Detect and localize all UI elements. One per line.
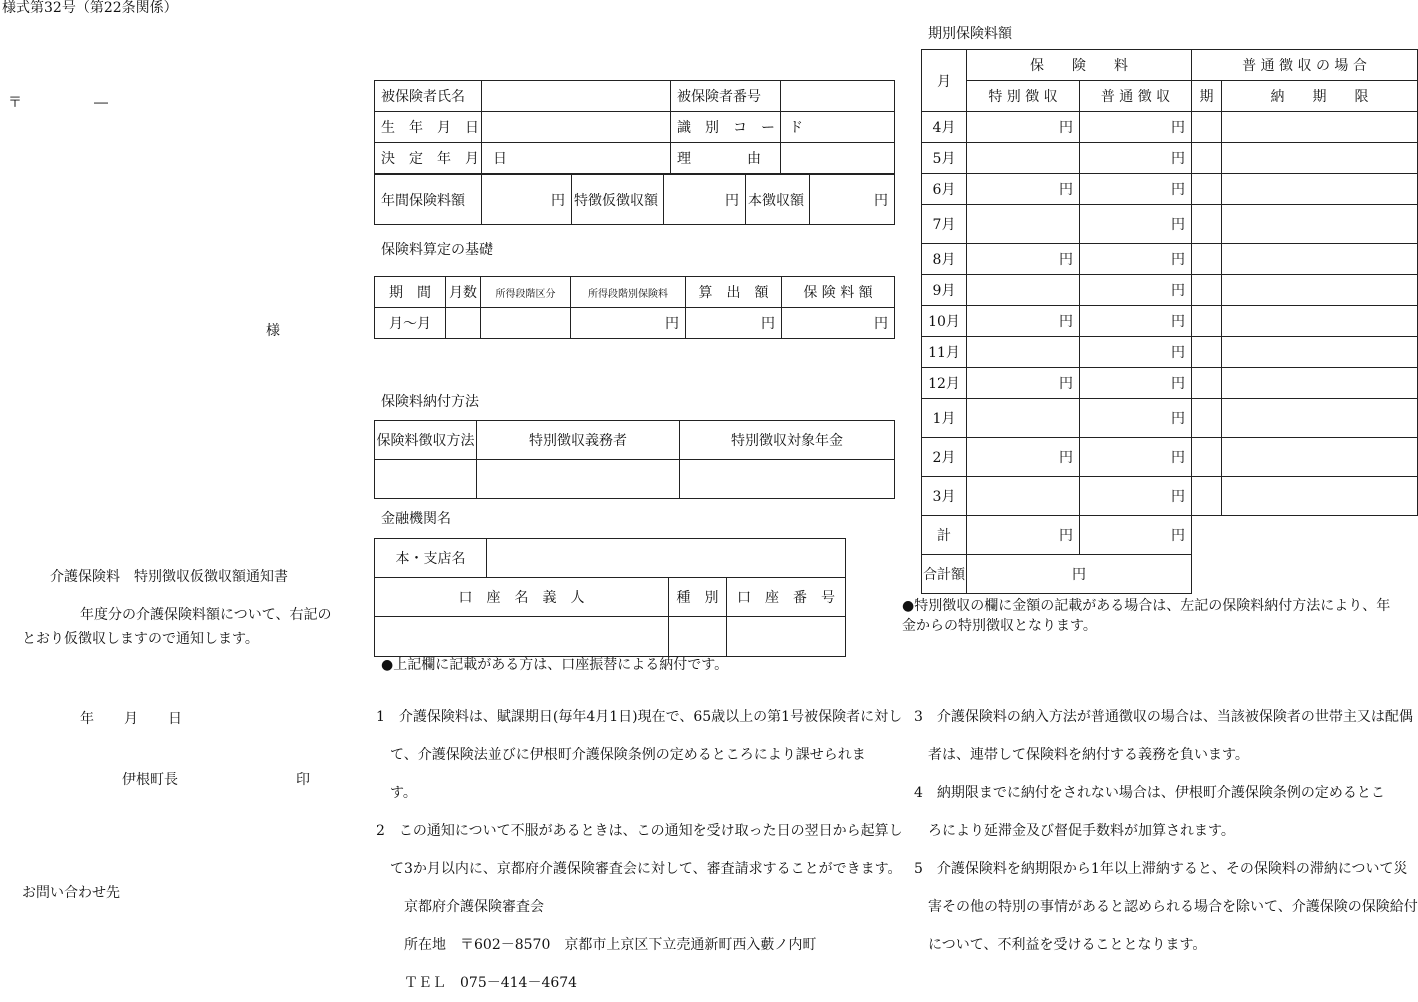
- deadline-field[interactable]: [1222, 368, 1418, 399]
- table-row: [922, 244, 1418, 275]
- table-row: [922, 368, 1418, 399]
- deadline-field[interactable]: [1222, 337, 1418, 368]
- note-line: 京都府介護保険審査会: [376, 899, 544, 915]
- term-field[interactable]: [1192, 477, 1222, 516]
- special-field[interactable]: [967, 205, 1080, 244]
- table-row: [922, 112, 1418, 143]
- term-field[interactable]: [1192, 438, 1222, 477]
- term-field[interactable]: [1192, 112, 1222, 143]
- notice-body-line1: 年度分の介護保険料額について、右記の: [80, 607, 332, 623]
- basis-header-income-class: 所得段階区分: [481, 277, 571, 308]
- special-field[interactable]: 円: [967, 368, 1080, 399]
- method-heading: 保険料納付方法: [381, 394, 479, 410]
- basis-header-income-premium: 所得段階別保険料: [571, 277, 686, 308]
- bank-account-label: 口 座 番 号: [727, 578, 846, 617]
- month-label: 5月: [922, 143, 967, 174]
- postal-mark: 〒: [8, 95, 22, 111]
- month-header: 月: [922, 50, 967, 112]
- deadline-field[interactable]: [1222, 174, 1418, 205]
- notes-right: [914, 698, 1418, 964]
- date-month: 月: [124, 711, 138, 727]
- total-row: [922, 516, 1418, 555]
- basis-header-premium: 保 険 料 額: [782, 277, 895, 308]
- ordinary-field[interactable]: 円: [1080, 306, 1192, 337]
- term-field[interactable]: [1192, 143, 1222, 174]
- birth-label: 生 年 月 日: [375, 112, 482, 143]
- notes-left: [376, 698, 903, 1002]
- term-field[interactable]: [1192, 205, 1222, 244]
- ordinary-field[interactable]: 円: [1080, 205, 1192, 244]
- ordinary-field[interactable]: 円: [1080, 368, 1192, 399]
- monthly-heading: 期別保険料額: [928, 26, 1012, 42]
- amounts-table: [374, 174, 895, 225]
- special-field[interactable]: 円: [967, 244, 1080, 275]
- method-header-obligor: 特別徴収義務者: [477, 421, 680, 460]
- note-line: ろにより延滞金及び督促手数料が加算されます。: [914, 823, 1235, 839]
- table-row: [922, 477, 1418, 516]
- basis-period-field[interactable]: 月～月: [375, 308, 446, 339]
- special-field[interactable]: 円: [967, 174, 1080, 205]
- basis-table: [374, 276, 895, 339]
- term-field[interactable]: [1192, 244, 1222, 275]
- note-line: て、介護保険法並びに伊根町介護保険条例の定めるところにより課せられま: [376, 747, 866, 763]
- month-label: 3月: [922, 477, 967, 516]
- term-field[interactable]: [1192, 174, 1222, 205]
- deadline-field[interactable]: [1222, 205, 1418, 244]
- number-field[interactable]: [781, 81, 895, 112]
- reason-field[interactable]: [781, 143, 895, 174]
- premium-header: 保 険 料: [967, 50, 1192, 81]
- ordinary-field[interactable]: 円: [1080, 399, 1192, 438]
- bank-branch-label: 本・支店名: [375, 539, 487, 578]
- table-row: [922, 399, 1418, 438]
- date-year: 年: [80, 711, 94, 727]
- term-field[interactable]: [1192, 368, 1222, 399]
- main-field[interactable]: 円: [810, 175, 895, 225]
- note-line: について、不利益を受けることとなります。: [914, 937, 1207, 953]
- ordinary-case-header: 普 通 徴 収 の 場 合: [1192, 50, 1418, 81]
- basis-heading: 保険料算定の基礎: [381, 242, 493, 258]
- decision-date-field[interactable]: [482, 143, 671, 174]
- grand-total-row: [922, 555, 1418, 594]
- basis-income-class-field[interactable]: [481, 308, 571, 339]
- number-label: 被保険者番号: [671, 81, 781, 112]
- special-field[interactable]: 円: [967, 112, 1080, 143]
- annual-label: 年間保険料額: [375, 175, 482, 225]
- table-row: [922, 174, 1418, 205]
- ordinary-field[interactable]: 円: [1080, 477, 1192, 516]
- basis-header-months: 月数: [446, 277, 481, 308]
- term-field[interactable]: [1192, 275, 1222, 306]
- reason-label: 理 由: [671, 143, 781, 174]
- note-line: 者は、連帯して保険料を納付する義務を負います。: [914, 747, 1249, 763]
- note-line: す。: [376, 785, 417, 801]
- grand-total-label: 合計額: [922, 555, 967, 594]
- month-label: 6月: [922, 174, 967, 205]
- notice-body-line2: とおり仮徴収しますので通知します。: [22, 631, 259, 647]
- bank-account-field[interactable]: [727, 617, 846, 657]
- ordinary-field[interactable]: 円: [1080, 337, 1192, 368]
- date-day: 日: [168, 711, 182, 727]
- bank-branch-field[interactable]: [487, 539, 846, 578]
- notice-title: 介護保険料 特別徴収仮徴収額通知書: [50, 569, 288, 585]
- term-field[interactable]: [1192, 337, 1222, 368]
- month-label: 8月: [922, 244, 967, 275]
- note-line: ＴＥＬ 075－414－4674: [376, 975, 578, 991]
- deadline-field[interactable]: [1222, 112, 1418, 143]
- method-collection-field[interactable]: [375, 460, 477, 499]
- provisional-label: 特徴仮徴収額: [572, 175, 664, 225]
- basis-income-premium-field[interactable]: 円: [571, 308, 686, 339]
- special-field[interactable]: [967, 143, 1080, 174]
- birth-field[interactable]: [482, 112, 671, 143]
- note-line: 4 納期限までに納付をされない場合は、伊根町介護保険条例の定めるとこ: [914, 785, 1385, 801]
- note-line: 1 介護保険料は、賦課期日(毎年4月1日)現在で、65歳以上の第1号被保険者に対し: [376, 709, 903, 725]
- mayor-title: 伊根町長: [122, 772, 178, 788]
- ordinary-field[interactable]: 円: [1080, 244, 1192, 275]
- month-label: 4月: [922, 112, 967, 143]
- special-field[interactable]: [967, 275, 1080, 306]
- honorific: 様: [266, 323, 280, 339]
- monthly-note-line2: 金からの特別徴収となります。: [902, 618, 1097, 634]
- note-line: 所在地 〒602－8570 京都市上京区下立売通新町西入藪ノ内町: [376, 937, 817, 953]
- note-line: 5 介護保険料を納期限から1年以上滞納すると、その保険料の滞納について災: [914, 861, 1408, 877]
- special-header: 特 別 徴 収: [967, 81, 1080, 112]
- month-label: 7月: [922, 205, 967, 244]
- total-special-field[interactable]: 円: [967, 516, 1080, 555]
- decision-date-label: 決 定 年 月 日: [375, 143, 482, 174]
- bank-branch-table: [374, 538, 846, 578]
- deadline-field[interactable]: [1222, 244, 1418, 275]
- note-line: て3か月以内に、京都府介護保険審査会に対して、審査請求することができます。: [376, 861, 902, 877]
- note-line: 2 この通知について不服があるときは、この通知を受け取った日の翌日から起算し: [376, 823, 903, 839]
- ordinary-field[interactable]: 円: [1080, 174, 1192, 205]
- bank-holder-field[interactable]: [375, 617, 669, 657]
- deadline-field[interactable]: [1222, 477, 1418, 516]
- note-line: 害その他の特別の事情があると認められる場合を除いて、介護保険の保険給付: [914, 899, 1418, 915]
- total-label: 計: [922, 516, 967, 555]
- ordinary-field[interactable]: 円: [1080, 438, 1192, 477]
- month-label: 12月: [922, 368, 967, 399]
- deadline-header: 納 期 限: [1222, 81, 1418, 112]
- bank-heading: 金融機関名: [381, 511, 451, 527]
- bank-note: ●上記欄に記載がある方は、口座振替による納付です。: [381, 657, 729, 673]
- month-label: 10月: [922, 306, 967, 337]
- month-label: 2月: [922, 438, 967, 477]
- term-field[interactable]: [1192, 399, 1222, 438]
- annual-field[interactable]: 円: [482, 175, 572, 225]
- deadline-field[interactable]: [1222, 399, 1418, 438]
- provisional-field[interactable]: 円: [664, 175, 746, 225]
- seal-mark: 印: [296, 772, 310, 788]
- table-row: [922, 275, 1418, 306]
- deadline-field[interactable]: [1222, 143, 1418, 174]
- grand-total-field[interactable]: 円: [967, 555, 1192, 594]
- basis-calculated-field[interactable]: 円: [686, 308, 782, 339]
- bank-type-label: 種 別: [669, 578, 727, 617]
- basis-header-calculated: 算 出 額: [686, 277, 782, 308]
- ordinary-field[interactable]: 円: [1080, 112, 1192, 143]
- table-row: [922, 306, 1418, 337]
- main-label: 本徴収額: [746, 175, 810, 225]
- method-header-pension: 特別徴収対象年金: [680, 421, 895, 460]
- contact-label: お問い合わせ先: [22, 885, 120, 901]
- table-row: [922, 205, 1418, 244]
- special-field[interactable]: [967, 477, 1080, 516]
- name-field[interactable]: [482, 81, 671, 112]
- deadline-field[interactable]: [1222, 438, 1418, 477]
- deadline-field[interactable]: [1222, 275, 1418, 306]
- special-field[interactable]: [967, 337, 1080, 368]
- deadline-field[interactable]: [1222, 306, 1418, 337]
- term-header: 期: [1192, 81, 1222, 112]
- month-label: 11月: [922, 337, 967, 368]
- special-field[interactable]: [967, 399, 1080, 438]
- monthly-table: [921, 49, 1418, 594]
- form-number: 様式第32号（第22条関係）: [2, 0, 178, 16]
- note-line: 3 介護保険料の納入方法が普通徴収の場合は、当該被保険者の世帯主又は配偶: [914, 709, 1413, 725]
- monthly-note-line1: ●特別徴収の欄に金額の記載がある場合は、左記の保険料納付方法により、年: [902, 598, 1391, 614]
- ordinary-header: 普 通 徴 収: [1080, 81, 1192, 112]
- postal-dash: ―: [94, 95, 108, 111]
- table-row: [922, 337, 1418, 368]
- bank-type-field[interactable]: [669, 617, 727, 657]
- basis-header-period: 期 間: [375, 277, 446, 308]
- method-header-collection: 保険料徴収方法: [375, 421, 477, 460]
- month-label: 9月: [922, 275, 967, 306]
- term-field[interactable]: [1192, 306, 1222, 337]
- special-field[interactable]: 円: [967, 306, 1080, 337]
- ordinary-field[interactable]: 円: [1080, 275, 1192, 306]
- method-pension-field[interactable]: [680, 460, 895, 499]
- basis-premium-field[interactable]: 円: [782, 308, 895, 339]
- method-table: [374, 420, 895, 499]
- ordinary-field[interactable]: 円: [1080, 143, 1192, 174]
- total-ordinary-field[interactable]: 円: [1080, 516, 1192, 555]
- table-row: [922, 143, 1418, 174]
- bank-account-table: [374, 577, 846, 657]
- special-field[interactable]: 円: [967, 438, 1080, 477]
- id-code-label: 識 別 コ ー ド: [671, 112, 781, 143]
- table-row: [922, 438, 1418, 477]
- basis-months-field[interactable]: [446, 308, 481, 339]
- name-label: 被保険者氏名: [375, 81, 482, 112]
- insured-info-table: [374, 80, 895, 174]
- month-label: 1月: [922, 399, 967, 438]
- method-obligor-field[interactable]: [477, 460, 680, 499]
- bank-holder-label: 口 座 名 義 人: [375, 578, 669, 617]
